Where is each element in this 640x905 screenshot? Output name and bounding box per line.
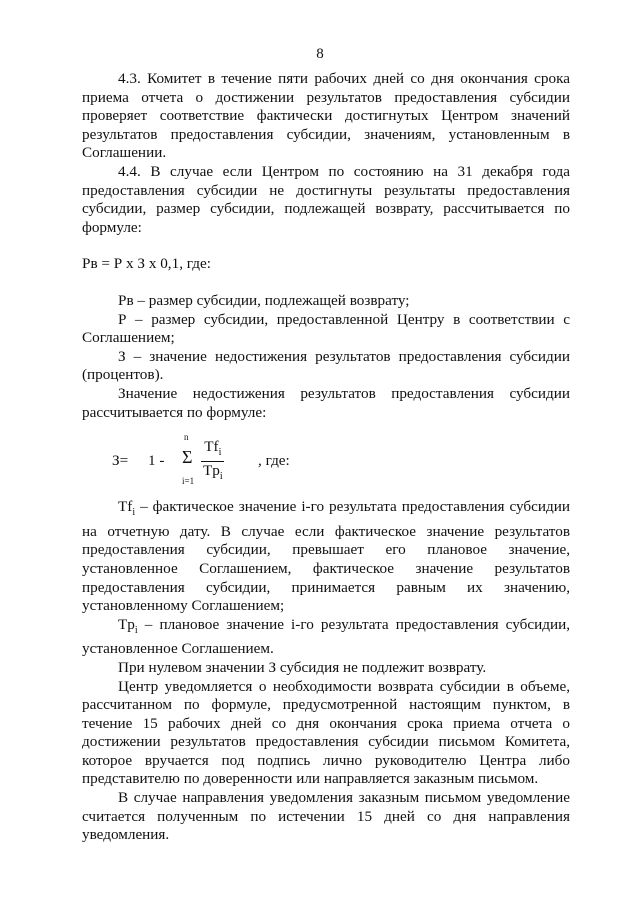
numerator-sub: i xyxy=(218,447,222,459)
tp-sub: i xyxy=(134,624,138,636)
spacer xyxy=(82,237,570,255)
formula-z xyxy=(82,426,570,492)
tf-symbol: Tf xyxy=(118,498,133,516)
page-number: 8 xyxy=(316,46,324,62)
formula-z-fraction xyxy=(200,438,226,485)
spacer xyxy=(82,274,570,292)
sigma-icon: Σ xyxy=(182,447,193,468)
formula-z-one-minus: 1 - xyxy=(148,452,165,470)
formula-z-numerator xyxy=(201,438,224,462)
paragraph-4-4: 4.4. В случае если Центром по состоянию на 31 декабря года предоставления субсидии не достигнуты результаты предоставления субсидии, размер субсидии, подлежащей возврату, рассчитывается по формуле: xyxy=(82,162,570,236)
denominator-sub: i xyxy=(219,471,223,483)
tf-sub: i xyxy=(132,507,136,519)
paragraph-4-3: 4.3. Комитет в течение пяти рабочих дней со дня окончания срока приема отчета о достижении результатов предоставления субсидии проверяет соответствие фактически достигнутых Центром значений результатов предоставления субсидии, значениям, установленным в Соглашении. xyxy=(82,70,570,162)
document-body xyxy=(82,70,570,845)
formula-z-lhs: З= xyxy=(112,452,129,470)
definition-z: З – значение недостижения результатов предоставления субсидии (процентов). xyxy=(82,347,570,384)
denominator-main: Tp xyxy=(203,462,220,480)
tp-symbol: Tp xyxy=(118,615,135,633)
numerator-main: Tf xyxy=(204,438,219,456)
definition-r: Р – размер субсидии, предоставленной Центру в соответствии с Соглашением; xyxy=(82,310,570,347)
definition-rv: Рв – размер субсидии, подлежащей возврату; xyxy=(118,291,410,309)
tp-text: – плановое значение i-го результата предоставления субсидии, установленное Соглашением. xyxy=(82,615,570,658)
registered-mail-paragraph: В случае направления уведомления заказным письмом уведомление считается полученным по истечении 15 дней со дня направления уведомления. xyxy=(82,789,570,844)
definition-tf xyxy=(82,498,570,616)
formula-z-denominator xyxy=(200,462,226,485)
formula-z-sum-upper: n xyxy=(184,432,189,443)
notification-paragraph: Центр уведомляется о необходимости возврата субсидии в объеме, рассчитанном по формуле, предусмотренной настоящим пунктом, в течение 15 рабочих дней со дня окончания срока приема отчета о достижении результатов предоставления субсидии письмом Комитета, которое вручается под подпись лично руководителю Центра либо представителю по доверенности или направляется заказным письмом. xyxy=(82,677,570,788)
zero-value-paragraph: При нулевом значении З субсидия не подлежит возврату. xyxy=(118,658,487,676)
definition-tp xyxy=(82,616,570,659)
formula-z-where: , где: xyxy=(258,452,290,470)
formula-rv: Рв = Р х З х 0,1, где: xyxy=(82,255,211,273)
formula-z-sum-lower: i=1 xyxy=(182,476,195,487)
z-formula-intro: Значение недостижения результатов предоставления субсидии рассчитывается по формуле: xyxy=(82,384,570,421)
tf-text: – фактическое значение i-го результата предоставления субсидии на отчетную дату. В случае если фактическое значение результатов предоставления субсидии, превышает его плановое значение, установленное Соглашением, фактическое значение результатов предоставления субсидии, принимается равным их значению, установленному Соглашением; xyxy=(82,498,570,615)
